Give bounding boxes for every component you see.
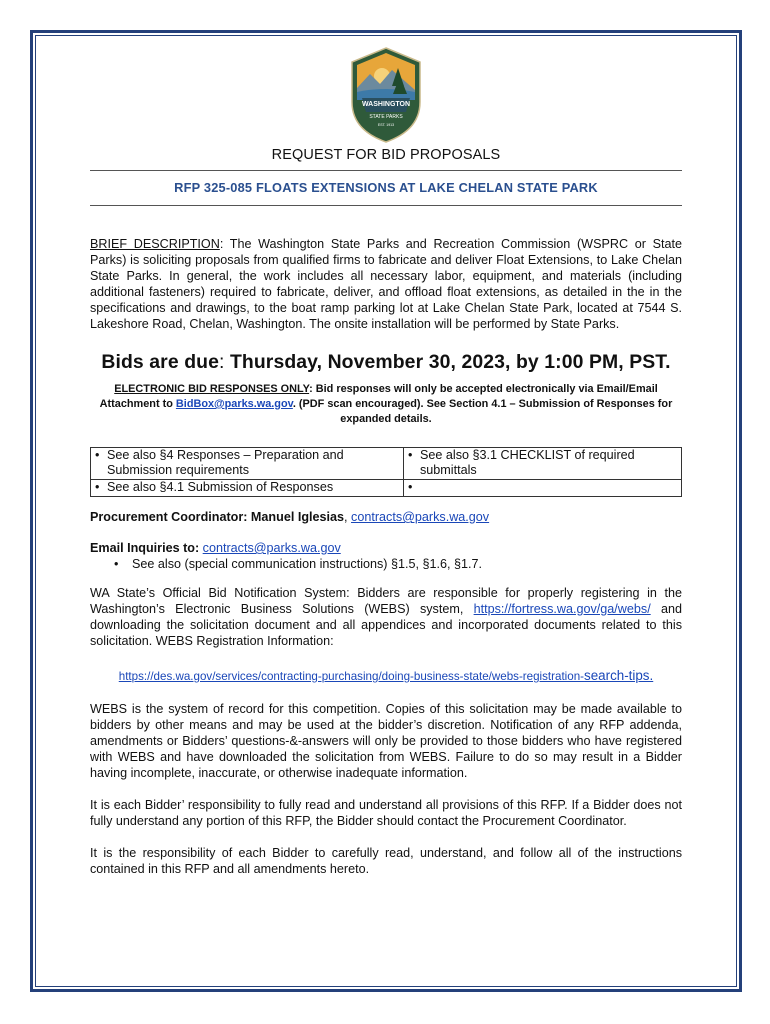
washington-state-parks-logo [348, 46, 424, 144]
logo-text-line1: WASHINGTON [361, 101, 411, 108]
email-inquiries [90, 540, 682, 556]
brief-description [90, 236, 682, 332]
coordinator-email-link[interactable]: contracts@parks.wa.gov [351, 510, 490, 524]
webs-registration-link-text: https://des.wa.gov/services/contracting-purchasing/doing-business-state/webs-registration- [118, 670, 585, 683]
logo-text-line2: STATE PARKS [369, 114, 403, 120]
bidbox-email-link[interactable]: BidBox@parks.wa.gov [175, 398, 293, 410]
bids-due-label: Bids are due [101, 351, 219, 373]
divider-bottom [90, 205, 682, 206]
ref-text: See also §4 Responses – Preparation and Submission requirements [107, 448, 344, 477]
table-row [91, 480, 682, 497]
bidder-responsibility-paragraph: It is each Bidder’ responsibility to fully read and understand all provisions of this RFP. If a Bidder does not fully understand any portion of this RFP, the Bidder should contact the Procurement Coordinator. [90, 798, 682, 828]
electronic-responses-notice [90, 382, 682, 427]
bullet-icon: • [95, 480, 100, 494]
brief-description-text: : The Washington State Parks and Recreation Commission (WSPRC or State Parks) is soliciting proposals from qualified firms to fabricate and deliver Float Extensions, to Lake Chelan State Parks. In general, the work includes all necessary labor, equipment, and materials (including additional fasteners) required to fabricate, deliver, and offload float extensions, as detailed in the in the specifications and drawings, to the boat ramp parking lot at Lake Chelan State Park, located at 7544 S. Lakeshore Road, Chelan, Washington. The onsite installation will be performed by State Parks. [90, 237, 682, 331]
bullet-icon: • [95, 448, 100, 462]
ref-text: See also §3.1 CHECKLIST of required submittals [420, 448, 635, 477]
bullet-icon: • [114, 557, 119, 571]
logo-text-line3: EST. 1913 [377, 123, 395, 127]
bullet-icon: • [408, 480, 413, 494]
brief-description-label: BRIEF DESCRIPTION [90, 237, 220, 251]
electronic-responses-label: ELECTRONIC BID RESPONSES ONLY [114, 383, 310, 395]
bids-due-date: Thursday, November 30, 2023, by 1:00 PM, PST. [224, 351, 671, 373]
ref-text: See also §4.1 Submission of Responses [107, 480, 334, 494]
table-cell [91, 448, 404, 480]
webs-text1: WA State’s Official Bid Notification System: Bidders are responsible for properly registering in the Washington’s Electronic Business Solutions (WEBS) system, [90, 586, 682, 616]
webs-registration-url [90, 668, 682, 685]
instructions-paragraph: It is the responsibility of each Bidder to carefully read, understand, and follow all of the instructions contained in this RFP and all amendments hereto. [90, 846, 682, 876]
webs-registration-link[interactable] [119, 670, 653, 683]
bids-due [90, 351, 682, 373]
webs-paragraph [90, 585, 682, 649]
bids-due-colon: : [218, 351, 225, 373]
electronic-responses-text2: . (PDF scan encouraged). See Section 4.1 – Submission of Responses for expanded details. [292, 398, 673, 425]
communication-note: See also (special communication instructions) §1.5, §1.6, §1.7. [132, 557, 483, 571]
references-table [90, 447, 682, 497]
divider-top [90, 170, 682, 171]
email-inquiries-label: Email Inquiries to: [90, 541, 203, 555]
webs-text2: and downloading the solicitation document and all appendices and incorporated documents related to this solicitation. WEBS Registration Information: [90, 602, 682, 648]
coordinator-sep: , [344, 510, 352, 524]
webs-link[interactable]: https://fortress.wa.gov/ga/webs/ [473, 602, 651, 616]
document-title: REQUEST FOR BID PROPOSALS [271, 147, 501, 163]
electronic-responses-text1: : Bid responses will only be accepted electronically via Email/Email Attachment to [99, 383, 658, 410]
inquiries-email-link[interactable]: contracts@parks.wa.gov [202, 541, 341, 555]
list-item [114, 556, 682, 572]
table-row [91, 448, 682, 480]
webs-registration-link-tail: search-tips. [584, 668, 654, 683]
table-cell [404, 448, 682, 480]
bullet-icon: • [408, 448, 413, 462]
webs-record-paragraph: WEBS is the system of record for this competition. Copies of this solicitation may be made available to bidders by other means and may be used at the bidder’s discretion. Notification of any RFP addenda, amendments or Bidders’ questions-&-answers will only be provided to those bidders who have registered with WEBS and have downloaded the solicitation from WEBS. Failure to do so may result in a Bidder having incomplete, inaccurate, or otherwise inadequate information. [90, 702, 682, 780]
document-body [90, 46, 682, 877]
procurement-coordinator [90, 509, 682, 525]
rfp-title: RFP 325-085 FLOATS EXTENSIONS AT LAKE CHELAN STATE PARK [174, 180, 598, 195]
table-cell [91, 480, 404, 497]
table-cell [404, 480, 682, 497]
coordinator-label: Procurement Coordinator: Manuel Iglesias [90, 510, 345, 524]
